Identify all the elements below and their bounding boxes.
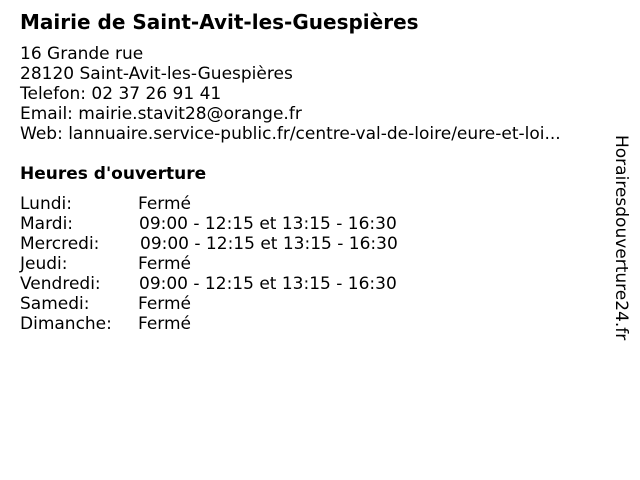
day-label: Mardi:: [20, 214, 74, 234]
phone-number: Telefon: 02 37 26 91 41: [20, 84, 222, 104]
contact-info: [20, 44, 561, 144]
opening-hours-heading: Heures d'ouverture: [20, 164, 207, 184]
day-label: Lundi:: [20, 194, 72, 214]
website-link: Web: lannuaire.service-public.fr/centre-val-de-loire/eure-et-loi...: [20, 124, 561, 144]
day-label: Vendredi:: [20, 274, 101, 294]
opening-time: Fermé: [138, 194, 192, 214]
city-address: 28120 Saint-Avit-les-Guespières: [20, 64, 293, 84]
opening-time: Fermé: [138, 254, 192, 274]
site-watermark: Horairesdouverture24.fr: [611, 135, 631, 341]
day-label: Jeudi:: [20, 254, 68, 274]
page-title: Mairie de Saint-Avit-les-Guespières: [20, 10, 419, 34]
opening-time: 09:00 - 12:15 et 13:15 - 16:30: [140, 234, 398, 254]
day-label: Mercredi:: [20, 234, 100, 254]
day-label: Dimanche:: [20, 314, 112, 334]
day-label: Samedi:: [20, 294, 90, 314]
opening-time: Fermé: [138, 294, 192, 314]
opening-time: 09:00 - 12:15 et 13:15 - 16:30: [139, 274, 397, 294]
street-address: 16 Grande rue: [20, 44, 144, 64]
opening-time: Fermé: [138, 314, 192, 334]
opening-time: 09:00 - 12:15 et 13:15 - 16:30: [139, 214, 397, 234]
email-address: Email: mairie.stavit28@orange.fr: [20, 104, 302, 124]
